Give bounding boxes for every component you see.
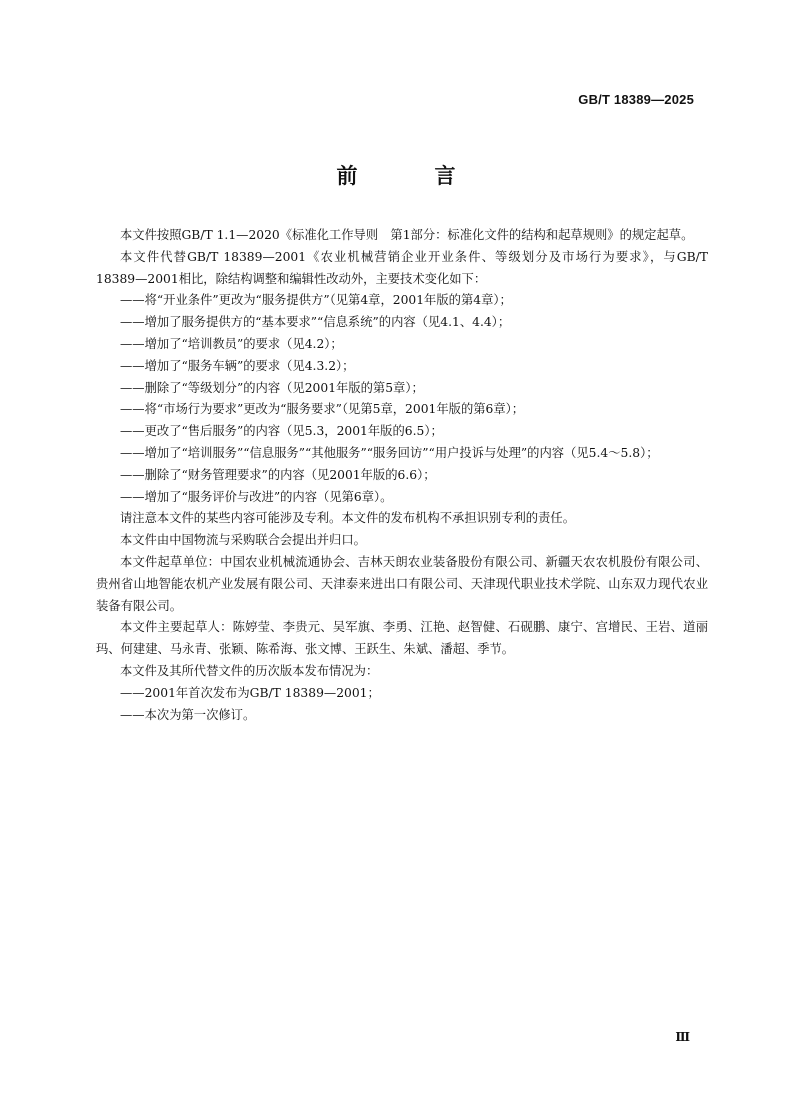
list-item: ——本次为第一次修订。 bbox=[120, 707, 256, 722]
list-item: ——将“开业条件”更改为“服务提供方”（见第4章，2001年版的第4章）； bbox=[120, 293, 512, 308]
foreword-body bbox=[96, 225, 708, 726]
list-item: ——增加了服务提供方的“基本要求”“信息系统”的内容（见4.1、4.4）； bbox=[120, 315, 511, 330]
paragraph-drafting-rules: 本文件按照GB/T 1.1—2020《标准化工作导则 第1部分：标准化文件的结构和起草规则》的规定起草。 bbox=[120, 228, 694, 242]
list-item: ——增加了“培训教员”的要求（见4.2）； bbox=[120, 336, 343, 351]
page-title: 前 言 bbox=[336, 164, 484, 188]
document-code: GB/T 18389—2025 bbox=[578, 92, 694, 107]
list-item: ——将“市场行为要求”更改为“服务要求”（见第5章，2001年版的第6章）； bbox=[120, 402, 525, 417]
list-item: ——增加了“服务车辆”的要求（见4.3.2）； bbox=[120, 358, 355, 373]
paragraph-history-intro: 本文件及其所代替文件的历次版本发布情况为： bbox=[120, 663, 379, 678]
paragraph-proposer: 本文件由中国物流与采购联合会提出并归口。 bbox=[120, 533, 366, 548]
change-list bbox=[96, 290, 708, 508]
list-item: ——增加了“培训服务”“信息服务”“其他服务”“服务回访”“用户投诉与处理”的内容（见5.4～5.8）； bbox=[120, 445, 659, 460]
paragraph-replacement: 本文件代替GB/T 18389—2001《农业机械营销企业开业条件、等级划分及市场行为要求》，与GB/T 18389—2001相比，除结构调整和编辑性改动外，主要技术变化如下： bbox=[96, 249, 708, 286]
paragraph-drafters: 本文件主要起草人：陈婷莹、李贵元、吴军旗、李勇、江艳、赵智健、石砚鹏、康宁、宫增民、王岩、道丽玛、何建建、马永青、张颖、陈希海、张文博、王跃生、朱斌、潘超、季节。 bbox=[96, 620, 708, 657]
page-number: Ⅲ bbox=[675, 1030, 690, 1044]
list-item: ——2001年首次发布为GB/T 18389—2001； bbox=[120, 685, 380, 700]
list-item: ——更改了“售后服务”的内容（见5.3，2001年版的6.5）； bbox=[120, 424, 443, 439]
list-item: ——增加了“服务评价与改进”的内容（见第6章）。 bbox=[120, 489, 393, 504]
history-list bbox=[96, 683, 708, 727]
list-item: ——删除了“财务管理要求”的内容（见2001年版的6.6）； bbox=[120, 467, 436, 482]
list-item: ——删除了“等级划分”的内容（见2001年版的第5章）； bbox=[120, 380, 424, 395]
paragraph-patent-notice: 请注意本文件的某些内容可能涉及专利。本文件的发布机构不承担识别专利的责任。 bbox=[120, 511, 575, 526]
paragraph-drafting-units: 本文件起草单位：中国农业机械流通协会、吉林天朗农业装备股份有限公司、新疆天农农机股份有限公司、贵州省山地智能农机产业发展有限公司、天津泰来进出口有限公司、天津现代职业技术学院、山东双力现代农业装备有限公司。 bbox=[96, 554, 708, 613]
